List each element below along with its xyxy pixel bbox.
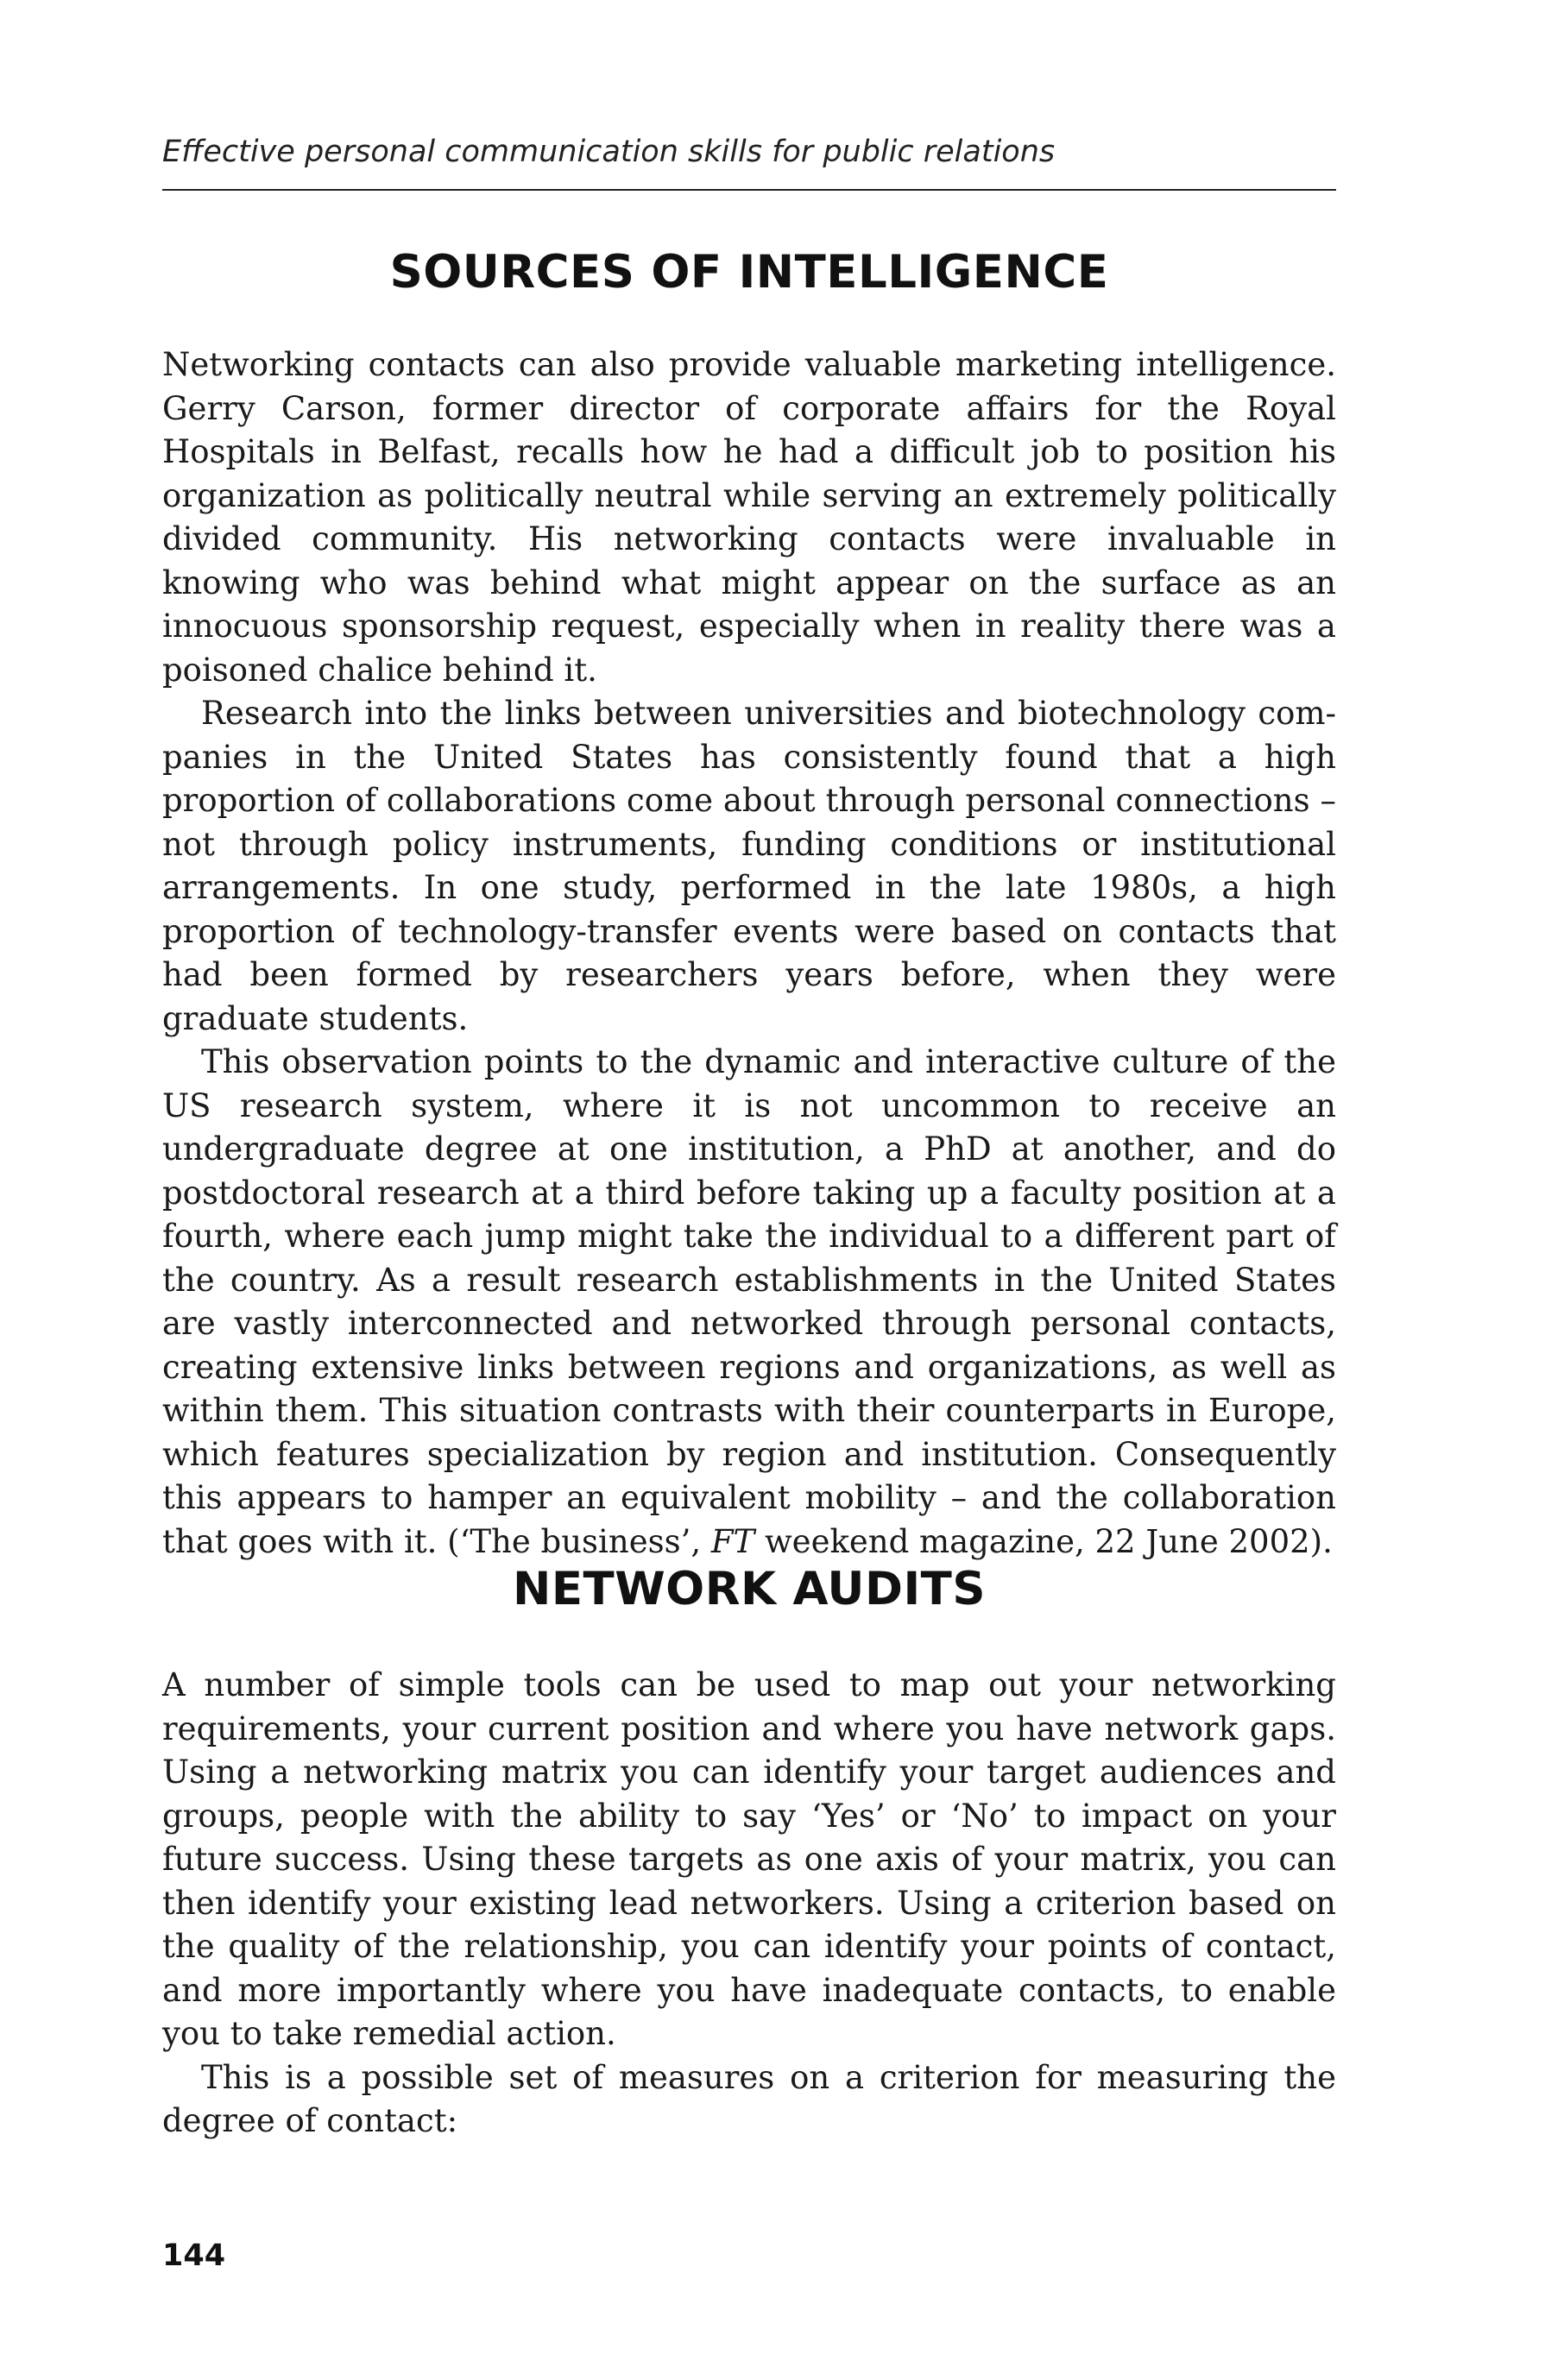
header-rule [162, 189, 1336, 191]
running-header: Effective personal communication skills for public relations [162, 135, 1056, 169]
section-heading-network-audits: NETWORK AUDITS [512, 1563, 987, 1615]
body-paragraph: This is a possible set of measures on a criterion for measuring the degree of contact: [162, 2058, 1336, 2139]
section-heading-sources-of-intelligence: SOURCES OF INTELLIGENCE [389, 246, 1109, 299]
body-paragraph: Networking contacts can also provide valuable marketing intelligence. Gerry Carson, former director of corporate affairs for the Royal Hospitals in Belfast, recalls how he had a difficult job to position his organization as politically neutral while serving an extremely politically divided community. His networking contacts were invaluable in knowing who was behind what might appear on the surface as an innocuous sponsorship request, especially when in reality there was a poisoned chalice behind it. [162, 346, 1336, 689]
publication-title: FT [710, 1522, 755, 1560]
body-paragraph: A number of simple tools can be used to map out your networking requirements, your current position and where you have network gaps. Using a networking matrix you can identify your target audiences and groups, people with the ability to say ‘Yes’ or ‘No’ to impact on your future success. Using these targets as one axis of your matrix, you can then identify your existing lead networkers. Using a criterion based on the quality of the relationship, you can identify your points of contact, and more importantly where you have inadequate contacts, to enable you to take remedial action. [162, 1666, 1336, 2052]
body-paragraph: Research into the links between universities and biotechnology companies in the United States has consistently found that a high proportion of collaborations come about through personal connections – not through policy instruments, funding conditions or institutional arrangements. In one study, performed in the late 1980s, a high proportion of technology-transfer events were based on contacts that had been formed by researchers years before, when they were graduate students. [162, 695, 1336, 1037]
section-body-sources-of-intelligence [162, 343, 1336, 1564]
section-body-network-audits [162, 1664, 1336, 2144]
page-number: 144 [162, 2238, 226, 2273]
body-paragraph: This observation points to the dynamic and interactive culture of the US research system, where it is not uncommon to receive an undergraduate degree at one institution, a PhD at another, and do postdoctoral research at a third before taking up a faculty position at a fourth, where each jump might take the individual to a different part of the country. As a result research establishments in the United States are vastly interconnected and networked through personal contacts, creating extensive links between regions and organizations, as well as within them. This situation contrasts with their counterparts in Europe, which features specialization by region and institution. Consequently this appears to hamper an equivalent mobility – and the collaboration that goes with it. (‘The business’, FT weekend magazine, 22 June 2002). [162, 1043, 1336, 1560]
